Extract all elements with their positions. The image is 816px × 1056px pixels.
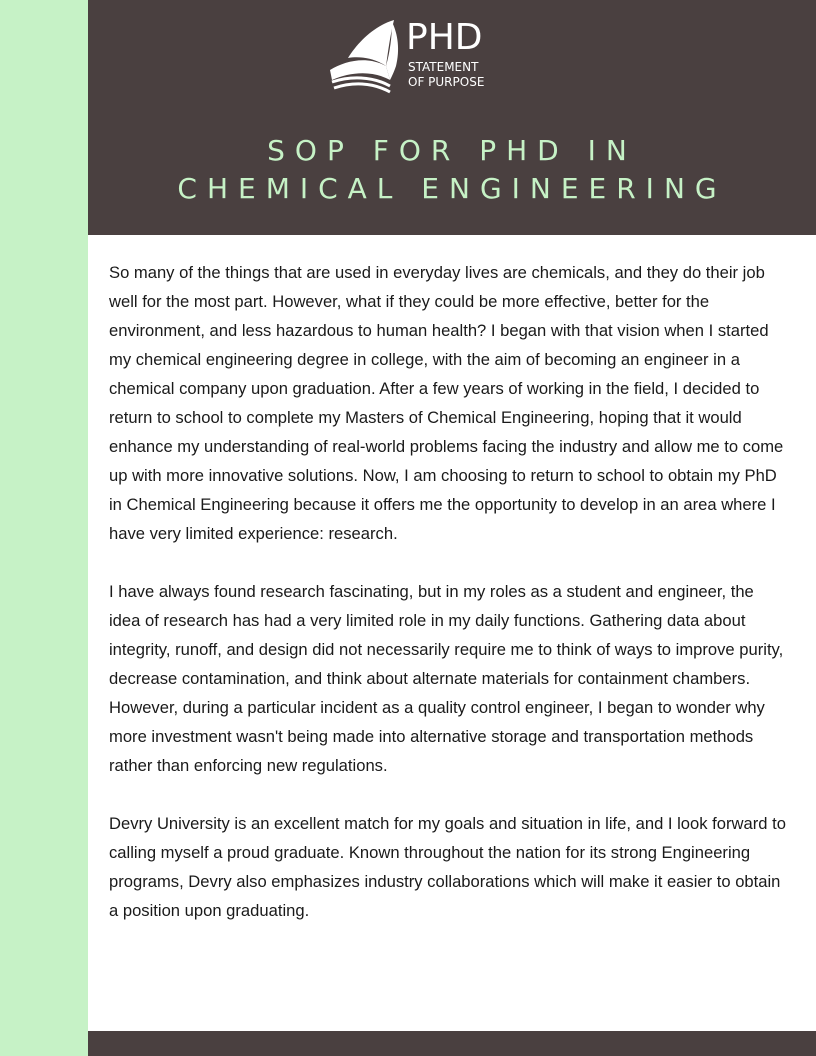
page-title-line1: SOP FOR PHD IN <box>267 134 637 167</box>
paragraph: I have always found research fascinating, but in my roles as a student and engineer, the idea of research has had a very limited role in my daily functions. Gathering data about integrity, runoff, and design did not necessarily require me to think of ways to improve purity, decrease contamination, and think about alternate materials for containment chambers. However, during a particular incident as a quality control engineer, I began to wonder why more investment wasn't being made into alternative storage and transportation methods rather than enforcing new regulations. <box>109 582 784 775</box>
footer-bar <box>88 1031 816 1056</box>
logo <box>328 12 508 100</box>
paragraph: So many of the things that are used in everyday lives are chemicals, and they do their job well for the most part. However, what if they could be more effective, better for the environment, and less hazardous to human health? I began with that vision when I started my chemical engineering degree in college, with the aim of becoming an engineer in a chemical company upon graduation. After a few years of working in the field, I decided to return to school to complete my Masters of Chemical Engineering, hoping that it would enhance my understanding of real-world problems facing the industry and allow me to come up with more innovative solutions. Now, I am choosing to return to school to obtain my PhD in Chemical Engineering because it offers me the opportunity to develop in an area where I have very limited experience: research. <box>109 263 784 543</box>
page-title-line2: CHEMICAL ENGINEERING <box>177 172 727 205</box>
left-accent-stripe <box>0 0 88 1056</box>
paragraph: Devry University is an excellent match for my goals and situation in life, and I look forward to calling myself a proud graduate. Known throughout the nation for its strong Engineering programs, Devry also emphasizes industry collaborations which will make it easier to obtain a position upon graduating. <box>109 814 786 920</box>
logo-brand: PHD <box>406 17 483 58</box>
header-banner <box>88 0 816 235</box>
page-title <box>88 132 816 208</box>
logo-subtitle <box>408 60 484 90</box>
book-icon <box>328 16 404 96</box>
document-body <box>109 258 789 954</box>
logo-subtitle-line1: STATEMENT <box>408 60 479 74</box>
logo-subtitle-line2: OF PURPOSE <box>408 75 485 89</box>
